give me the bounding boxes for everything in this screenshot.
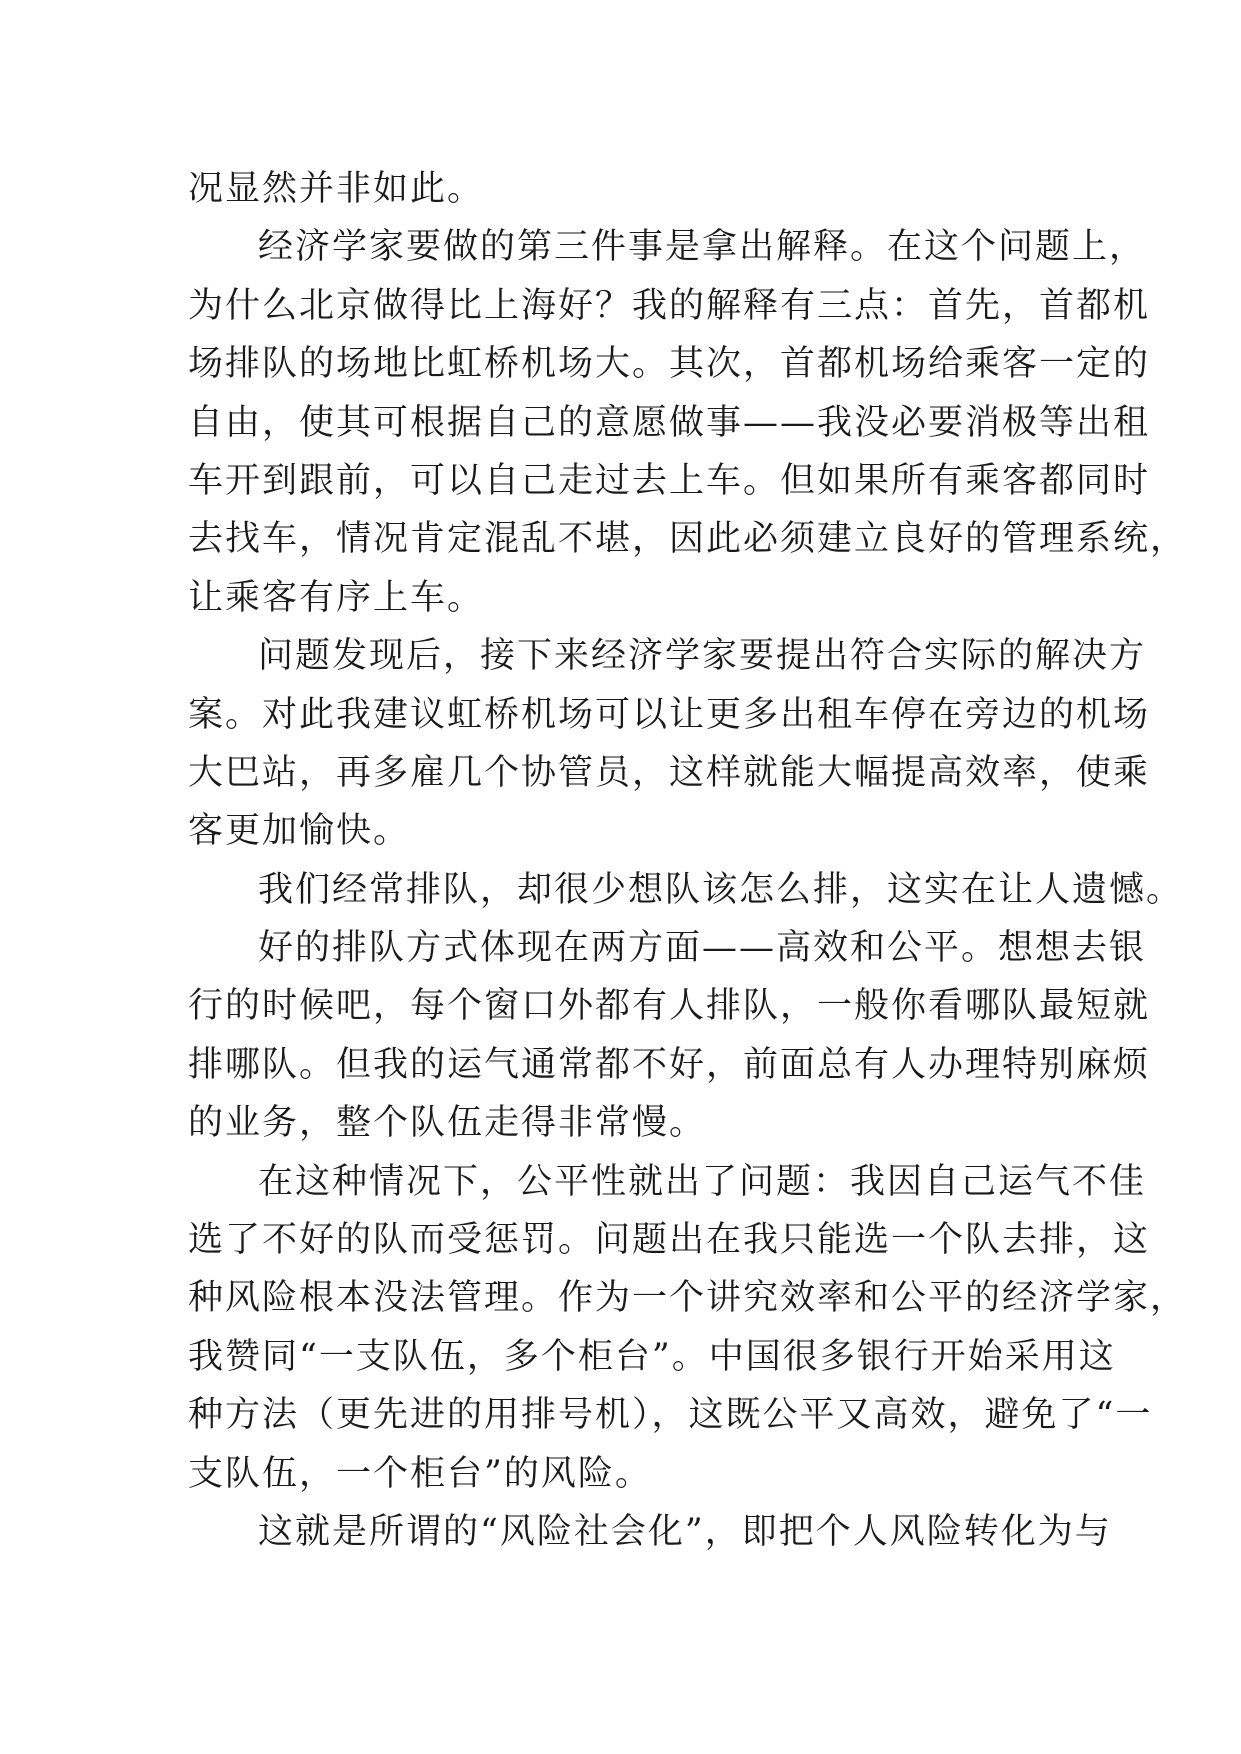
text-line: 车开到跟前，可以自己走过去上车。但如果所有乘客都同时 [188, 460, 1151, 501]
text-line: 问题发现后，接下来经济学家要提出符合实际的解决方 [258, 636, 1147, 677]
text-line: 选了不好的队而受惩罚。问题出在我只能选一个队去排，这 [188, 1220, 1151, 1261]
text-line: 场排队的场地比虹桥机场大。其次，首都机场给乘客一定的 [188, 344, 1151, 385]
text-line: 为什么北京做得比上海好？我的解释有三点：首先，首都机 [188, 285, 1151, 326]
text-line: 让乘客有序上车。 [188, 577, 485, 618]
text-line: 经济学家要做的第三件事是拿出解释。在这个问题上， [258, 227, 1147, 268]
text-line: 种方法（更先进的用排号机），这既公平又高效，避免了“一 [188, 1395, 1153, 1436]
text-line: 况显然并非如此。 [188, 169, 485, 209]
text-line: 的业务，整个队伍走得非常慢。 [188, 1103, 707, 1144]
text-line: 支队伍，一个柜台”的风险。 [188, 1453, 652, 1494]
text-line: 在这种情况下，公平性就出了问题：我因自己运气不佳 [258, 1161, 1147, 1202]
text-line: 这就是所谓的“风险社会化”，即把个人风险转化为与 [258, 1511, 1112, 1552]
text-line: 种风险根本没法管理。作为一个讲究效率和公平的经济学家， [188, 1278, 1188, 1319]
text-line: 排哪队。但我的运气通常都不好，前面总有人办理特别麻烦 [188, 1044, 1151, 1085]
text-line: 我赞同“一支队伍，多个柜台”。中国很多银行开始采用这 [188, 1336, 1116, 1377]
text-line: 好的排队方式体现在两方面——高效和公平。想想去银 [258, 928, 1147, 969]
text-line: 去找车，情况肯定混乱不堪，因此必须建立良好的管理系统， [188, 519, 1188, 560]
text-line: 自由，使其可根据自己的意愿做事——我没必要消极等出租 [188, 402, 1151, 443]
text-line: 客更加愉快。 [188, 811, 411, 852]
text-line: 我们经常排队，却很少想队该怎么排，这实在让人遗憾。 [258, 869, 1184, 910]
document-page [188, 160, 1188, 1561]
text-line: 案。对此我建议虹桥机场可以让更多出租车停在旁边的机场 [188, 694, 1151, 735]
text-line: 行的时候吧，每个窗口外都有人排队，一般你看哪队最短就 [188, 986, 1151, 1027]
text-line: 大巴站，再多雇几个协管员，这样就能大幅提高效率，使乘 [188, 752, 1151, 793]
